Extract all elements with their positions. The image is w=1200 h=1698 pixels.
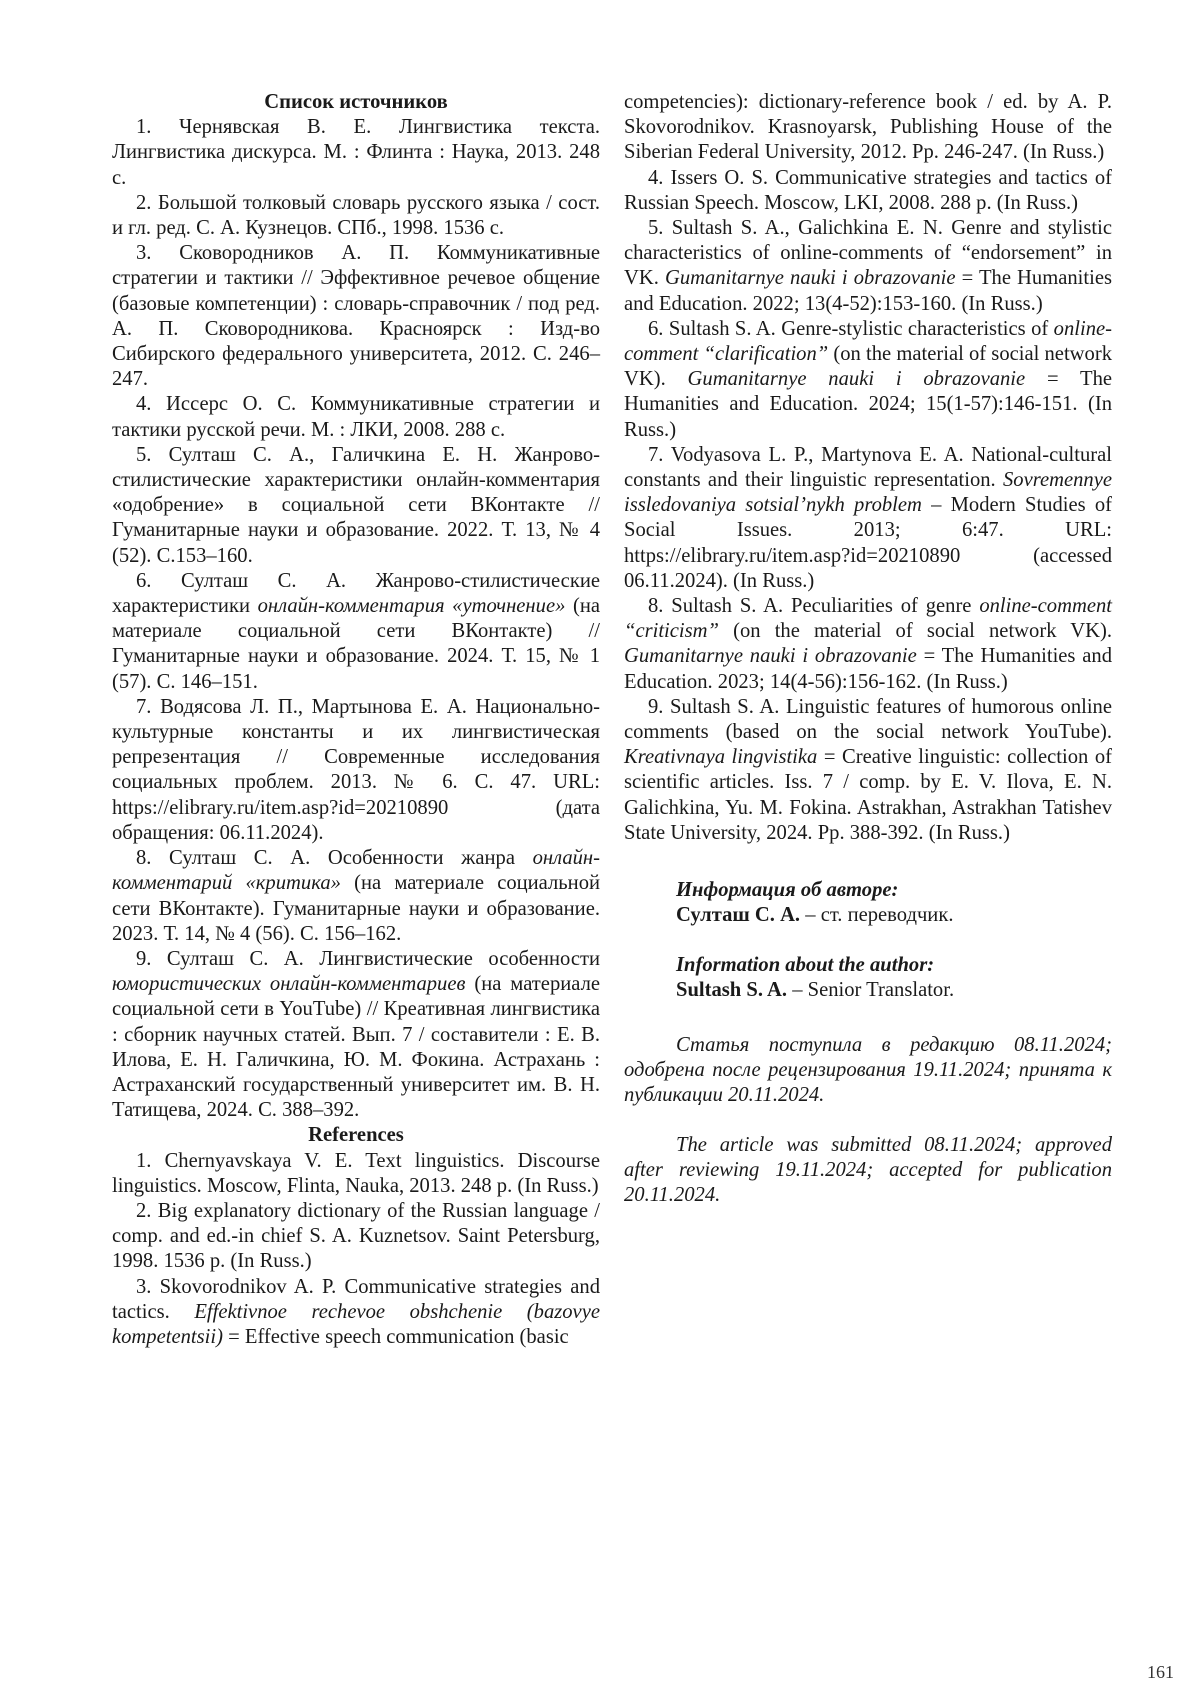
author-info-en [624, 953, 1112, 1003]
reference-text-part: = The Humanities and Education. 2022; 13(4-52):153-160. (In Russ.) [624, 267, 1112, 315]
reference-text-part: 3. Skovorodnikov A. P. Communicative strategies and tactics. [112, 1275, 600, 1323]
reference-text-part: = The Humanities and Education. 2023; 14(4-56):156-162. (In Russ.) [624, 645, 1113, 693]
reference-text-part: 3. Сковородников А. П. Коммуникативные стратегии и тактики // Эффективное речевое общение (базовые компетенции) : словарь-справочник / под ред. А. П. Сковородникова. Красноярск : Изд-во Сибирского федерального университета, 2012. С. 246–247. [112, 242, 600, 391]
reference-text-part: 5. Султаш С. А., Галичкина Е. Н. Жанрово-стилистические характеристики онлайн-комментария «одобрение» в социальной сети ВКонтакте // Гуманитарные науки и образование. 2022. Т. 13, № 4 (52). С.153–160. [112, 443, 600, 567]
article-dates-ru: Статья поступила в редакцию 08.11.2024; одобрена после рецензирования 19.11.2024; принята к публикации 20.11.2024. [624, 1033, 1112, 1107]
left-column [112, 90, 600, 1350]
reference-italic-part: Gumanitarnye nauki i obrazovanie [687, 368, 1026, 391]
reference-text-part: – Modern Studies of Social Issues. 2013; 6:47. URL: https://elibrary.ru/item.asp?id=20210890 (accessed 06.11.2024). (In Russ.) [624, 494, 1113, 592]
reference-item [624, 317, 1112, 443]
references-list-left [112, 1149, 600, 1351]
reference-item [624, 216, 1112, 317]
reference-text-part: 1. Chernyavskaya V. E. Text linguistics. Discourse linguistics. Moscow, Flinta, Nauka, 2013. 248 p. (In Russ.) [112, 1149, 600, 1197]
author-info-en-label: Information about the author: [676, 953, 935, 976]
reference-text-part: (на материале социальной сети ВКонтакте) // Гуманитарные науки и образование. 2024. Т. 15, № 1 (57). С. 146–151. [112, 595, 601, 693]
reference-text-part: 6. Sultash S. A. Genre-stylistic characteristics of [648, 317, 1054, 340]
reference-italic-part: Sovremennye issledovaniya sotsial’nykh problem [624, 469, 1112, 517]
sources-heading: Список источников [264, 91, 448, 113]
reference-italic-part: Gumanitarnye nauki i obrazovanie [664, 267, 956, 290]
reference-italic-part: онлайн-комментария «уточнение» [257, 595, 566, 618]
reference-text-part: 2. Большой толковый словарь русского языка / сост. и гл. ред. С. А. Кузнецов. СПб., 1998. 1536 с. [112, 191, 600, 240]
reference-italic-part: Effektivnoe rechevoe obshchenie (bazovye kompetentsii) [112, 1300, 600, 1348]
reference-text-part: (on the material of social network VK). [624, 343, 1112, 391]
author-info-ru-label: Информация об авторе: [676, 879, 899, 902]
reference-item [112, 392, 600, 442]
reference-text-part: 8. Sultash S. A. Peculiarities of genre [648, 595, 980, 618]
reference-text-part: 8. Султаш С. А. Особенности жанра [136, 847, 533, 870]
reference-text-part: = Effective speech communication (basic [222, 1325, 569, 1348]
reference-text-part: (on the material of social network VK). [718, 620, 1112, 643]
reference-text-part: 6. Султаш С. А. Жанрово-стилистические характеристики [112, 569, 600, 618]
reference-item [112, 695, 600, 846]
reference-text-part: 1. Чернявская В. Е. Лингвистика текста. Лингвистика дискурса. М. : Флинта : Наука, 2013. 248 с. [112, 116, 600, 189]
reference-text-part: 4. Иссерс О. С. Коммуникативные стратегии и тактики русской речи. М. : ЛКИ, 2008. 288 с. [112, 393, 600, 441]
reference-item [112, 1275, 600, 1351]
reference-item [112, 241, 600, 392]
reference-text-part: = The Humanities and Education. 2024; 15(1-57):146-151. (In Russ.) [624, 368, 1113, 441]
author-info-ru-line [676, 903, 1112, 928]
reference-item [624, 695, 1112, 846]
page-number: 161 [1147, 1662, 1174, 1682]
author-info-ru [624, 878, 1112, 928]
author-name-ru: Султаш С. А. [676, 904, 801, 927]
reference-item [112, 191, 600, 241]
reference-item [112, 115, 600, 191]
sources-list [112, 115, 600, 1123]
reference-continuation: competencies): dictionary-reference book / ed. by A. P. Skovorodnikov. Krasnoyarsk, Publishing House of the Siberian Federal University, 2012. Pp. 246-247. (In Russ.) [624, 91, 1112, 164]
reference-italic-part: Gumanitarnye nauki i obrazovanie [624, 645, 917, 668]
reference-item [112, 947, 600, 1123]
reference-item [112, 569, 600, 695]
article-dates-en: The article was submitted 08.11.2024; approved after reviewing 19.11.2024; accepted for publication 20.11.2024. [624, 1133, 1112, 1206]
reference-text-part: (на материале социальной сети ВКонтакте). Гуманитарные науки и образование. 2023. Т. 14, № 4 (56). С. 156–162. [112, 872, 601, 945]
reference-italic-part: онлайн-комментарий «критика» [112, 847, 600, 895]
author-role-ru: – ст. переводчик. [800, 904, 954, 927]
reference-text-part: 4. Issers O. S. Communicative strategies and tactics of Russian Speech. Moscow, LKI, 2008. 288 p. (In Russ.) [624, 166, 1112, 214]
reference-text-part: = Creative linguistic: collection of scientific articles. Iss. 7 / comp. by E. V. Ilova, E. N. Galichkina, Yu. M. Fokina. Astrakhan, Astrakhan Tatishev State University, 2024. Pp. 388-392. (In Russ.) [624, 746, 1112, 844]
references-list-right [624, 166, 1112, 846]
reference-item [624, 443, 1112, 594]
reference-italic-part: юмористических онлайн-комментариев [112, 973, 466, 996]
reference-text-part: 7. Vodyasova L. P., Martynova E. A. National-cultural constants and their linguistic representation. [624, 443, 1112, 492]
reference-text-part: 7. Водясова Л. П., Мартынова Е. А. Национально-культурные константы и их лингвистическая репрезентация // Современные исследования социальных проблем. 2013. № 6. С. 47. URL: https://elibrary.ru/item.asp?id=20210890 (дата обращения: 06.11.2024). [112, 695, 600, 844]
reference-item [624, 594, 1112, 695]
right-column [624, 90, 1112, 1350]
reference-item [112, 443, 600, 569]
reference-item [112, 1149, 600, 1199]
reference-italic-part: online-comment “criticism” [624, 595, 1112, 643]
reference-text-part: 9. Султаш С. А. Лингвистические особенности [136, 947, 600, 970]
reference-item [112, 846, 600, 947]
reference-text-part: 5. Sultash S. A., Galichkina E. N. Genre and stylistic characteristics of online-comments of “endorsement” in VK. [624, 217, 1112, 290]
references-heading: References [308, 1124, 404, 1147]
author-role-en: – Senior Translator. [787, 978, 955, 1001]
author-name-en: Sultash S. A. [676, 978, 788, 1001]
reference-text-part: 9. Sultash S. A. Linguistic features of humorous online comments (based on the social network YouTube). [624, 695, 1112, 744]
author-info-en-line [676, 978, 1112, 1003]
reference-italic-part: Kreativnaya lingvistika [624, 746, 818, 769]
reference-text-part: 2. Big explanatory dictionary of the Russian language / comp. and ed.-in chief S. A. Kuznetsov. Saint Petersburg, 1998. 1536 p. (In Russ.) [112, 1199, 600, 1273]
reference-text-part: (на материале социальной сети в YouTube) // Креативная лингвистика : сборник научных статей. Вып. 7 / составители : Е. В. Илова, Е. Н. Галичкина, Ю. М. Фокина. Астрахань : Астраханский государственный университет им. В. Н. Татищева, 2024. С. 388–392. [112, 973, 600, 1122]
reference-italic-part: online-comment “clarification” [624, 317, 1112, 366]
page-content [112, 90, 1112, 1350]
reference-item [624, 166, 1112, 216]
reference-item [112, 1199, 600, 1275]
